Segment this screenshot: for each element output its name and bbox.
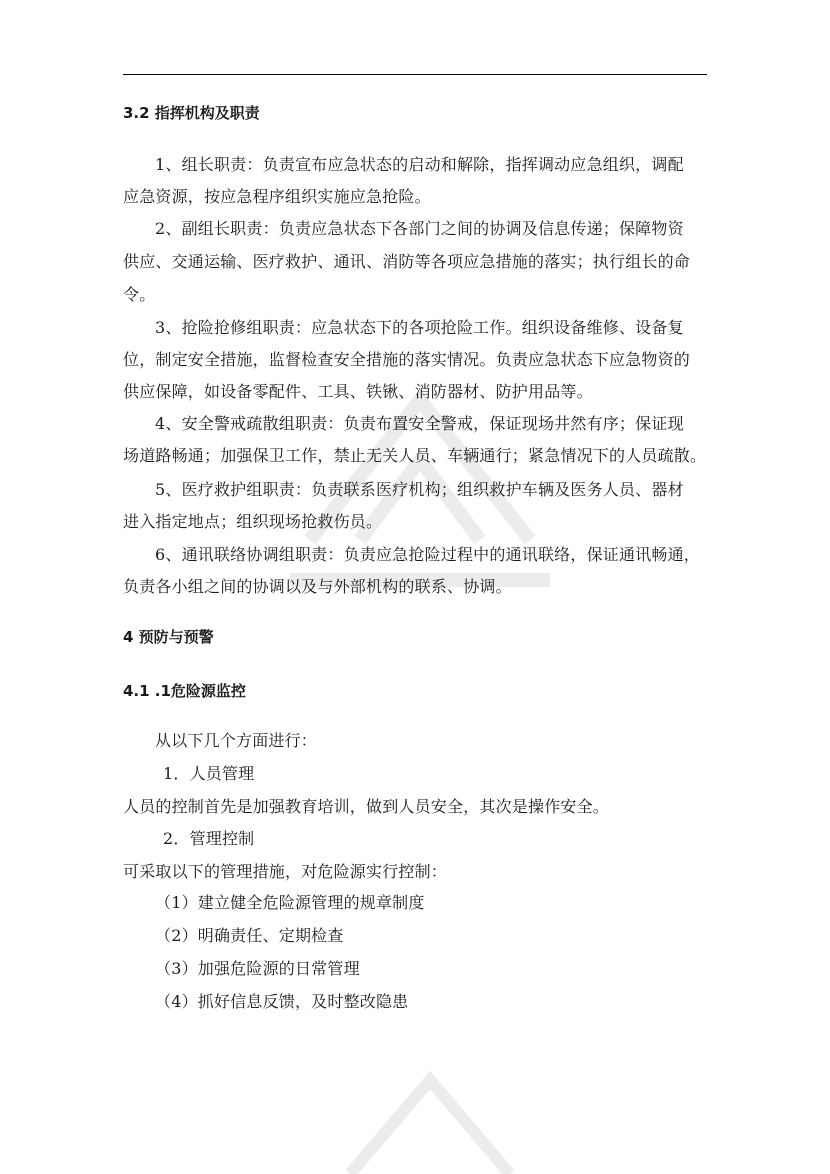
section-heading-3-2: 3.2 指挥机构及职责	[123, 104, 260, 122]
para-line: 2、副组长职责：负责应急状态下各部门之间的协调及信息传递；保障物资	[155, 219, 684, 238]
para-line: 场道路畅通；加强保卫工作，禁止无关人员、车辆通行；紧急情况下的人员疏散。	[123, 446, 707, 465]
subsection-heading-4-1-1: 4.1 .1危险源监控	[123, 682, 246, 700]
section-heading-4: 4 预防与预警	[123, 628, 214, 646]
item-text: 可采取以下的管理措施，对危险源实行控制：	[123, 862, 448, 881]
para-line: 应急资源，按应急程序组织实施应急抢险。	[123, 187, 431, 206]
para-line: 位，制定安全措施，监督检查安全措施的落实情况。负责应急状态下应急物资的	[123, 350, 691, 369]
para-line: 进入指定地点；组织现场抢救伤员。	[123, 512, 383, 531]
watermark-graphic-bottom	[330, 1060, 530, 1174]
para-line: 3、抢险抢修组职责：应急状态下的各项抢险工作。组织设备维修、设备复	[155, 318, 684, 337]
item-text: 人员的控制首先是加强教育培训，做到人员安全，其次是操作安全。	[123, 797, 610, 816]
para-line: 6、通讯联络协调组职责：负责应急抢险过程中的通讯联络，保证通讯畅通，	[155, 545, 700, 564]
header-rule	[123, 74, 707, 75]
para-line: 5、医疗救护组职责：负责联系医疗机构；组织救护车辆及医务人员、器材	[155, 480, 684, 499]
para-line: 供应保障，如设备零配件、工具、铁锹、消防器材、防护用品等。	[123, 382, 593, 401]
para-line: 4、安全警戒疏散组职责：负责布置安全警戒，保证现场井然有序；保证现	[155, 414, 684, 433]
intro-text: 从以下几个方面进行：	[155, 731, 318, 750]
para-line: 令。	[123, 285, 156, 304]
measure-item: （1）建立健全危险源管理的规章制度	[155, 893, 425, 912]
measure-item: （2）明确责任、定期检查	[155, 926, 344, 945]
para-line: 1、组长职责：负责宣布应急状态的启动和解除，指挥调动应急组织，调配	[155, 155, 684, 174]
measure-item: （3）加强危险源的日常管理	[155, 959, 360, 978]
para-line: 供应、交通运输、医疗救护、通讯、消防等各项应急措施的落实；执行组长的命	[123, 252, 691, 271]
item-title: 2．管理控制	[163, 829, 255, 848]
measure-item: （4）抓好信息反馈，及时整改隐患	[155, 992, 409, 1011]
para-line: 负责各小组之间的协调以及与外部机构的联系、协调。	[123, 577, 512, 596]
item-title: 1．人员管理	[163, 764, 255, 783]
